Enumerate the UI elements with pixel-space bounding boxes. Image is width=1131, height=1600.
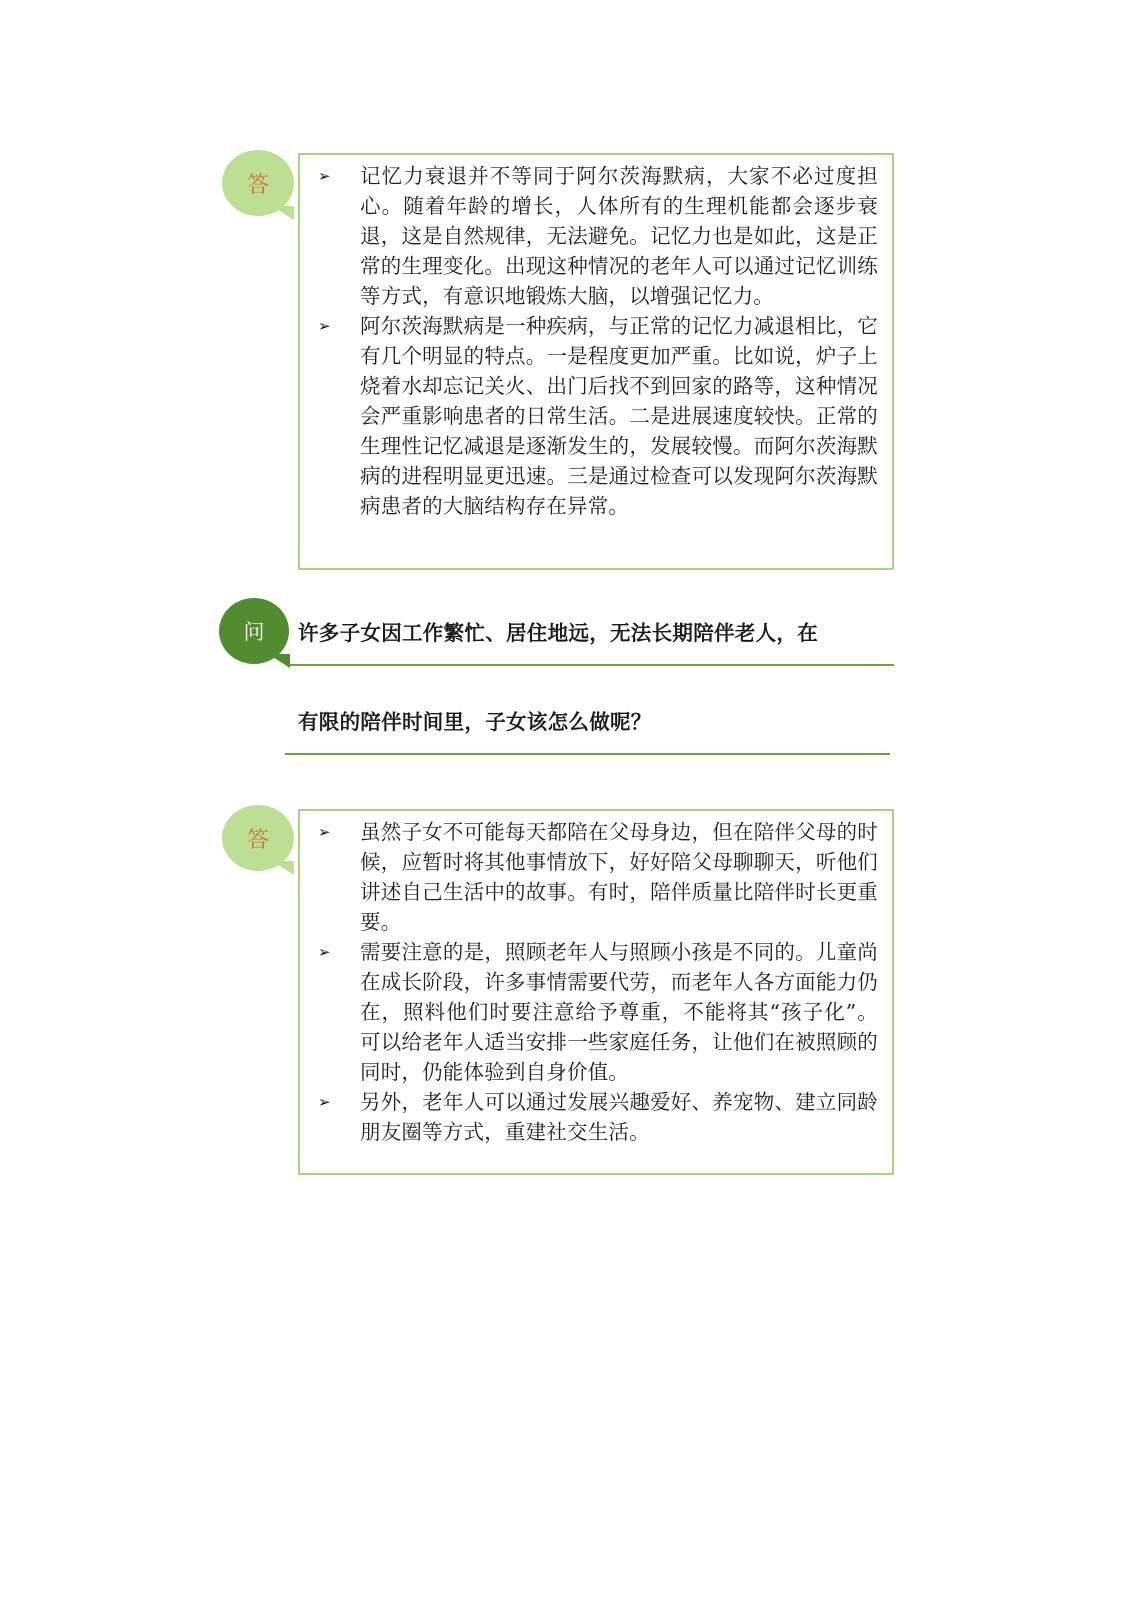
arrow-bullet-icon: ➢ [318,317,331,335]
answer-paragraph: 记忆力衰退并不等同于阿尔茨海默病，大家不必过度担心。随着年龄的增长，人体所有的生理机能都会逐步衰退，这是自然规律，无法避免。记忆力也是如此，这是正常的生理变化。出现这种情况的老年人可以通过记忆训练等方式，有意识地锻炼大脑，以增强记忆力。 [360,164,878,308]
list-item [314,1087,878,1147]
list-item [314,937,878,1087]
answer-badge-tail [272,206,294,220]
question-badge-label: 问 [243,620,265,644]
answer-paragraph: 阿尔茨海默病是一种疾病，与正常的记忆力减退相比，它有几个明显的特点。一是程度更加严重。比如说，炉子上烧着水却忘记关火、出门后找不到回家的路等，这种情况会严重影响患者的日常生活。二是进展速度较快。正常的生理性记忆减退是逐渐发生的，发展较慢。而阿尔茨海默病的进程明显更迅速。三是通过检查可以发现阿尔茨海默病患者的大脑结构存在异常。 [360,314,878,518]
answer-badge-label: 答 [246,172,269,198]
question-underline-1 [289,664,894,666]
answer-badge-label: 答 [246,827,269,853]
answer-paragraph: 另外，老年人可以通过发展兴趣爱好、养宠物、建立同龄朋友圈等方式，重建社交生活。 [360,1090,878,1144]
answer-paragraph: 虽然子女不可能每天都陪在父母身边，但在陪伴父母的时候，应暂时将其他事情放下，好好陪父母聊聊天，听他们讲述自己生活中的故事。有时，陪伴质量比陪伴时长更重要。 [360,820,878,934]
question-line-1: 许多子女因工作繁忙、居住地远，无法长期陪伴老人，在 [298,621,818,645]
question-underline-2 [285,753,890,755]
question-line-2: 有限的陪伴时间里，子女该怎么做呢？ [298,710,652,734]
arrow-bullet-icon: ➢ [318,1093,331,1111]
answer-paragraph: 需要注意的是，照顾老年人与照顾小孩是不同的。儿童尚在成长阶段，许多事情需要代劳，而老年人各方面能力仍在，照料他们时要注意给予尊重，不能将其“孩子化”。可以给老年人适当安排一些家庭任务，让他们在被照顾的同时，仍能体验到自身价值。 [360,940,878,1084]
answer-badge-tail [272,861,294,875]
arrow-bullet-icon: ➢ [318,823,331,841]
answer-box-2 [298,809,894,1175]
arrow-bullet-icon: ➢ [318,943,331,961]
arrow-bullet-icon: ➢ [318,167,331,185]
list-item [314,161,878,311]
list-item [314,817,878,937]
list-item [314,311,878,521]
question-badge-tail [268,654,290,668]
answer-box-1 [298,153,894,570]
